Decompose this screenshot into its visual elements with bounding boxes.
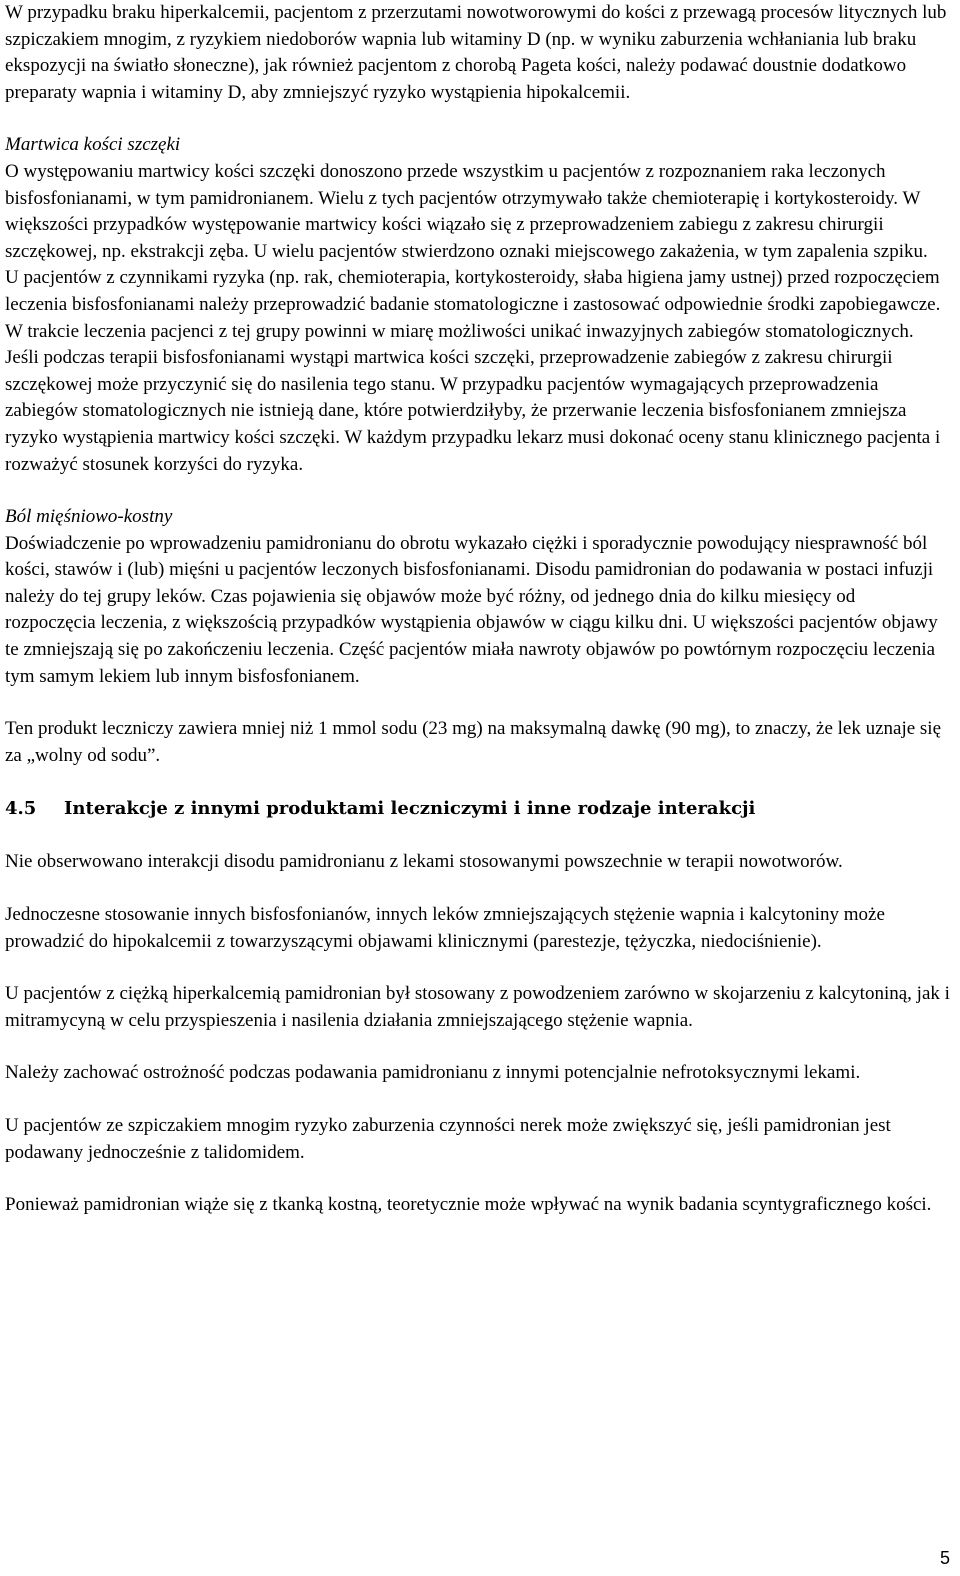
interaction-paragraph-5: U pacjentów ze szpiczakiem mnogim ryzyko zaburzenia czynności nerek może zwiększyć się, jeśli pamidronian jest podawany jednocześnie z talidomidem. xyxy=(5,1115,891,1163)
musculoskeletal-pain-subheading: Ból mięśniowo-kostny xyxy=(5,506,173,528)
interaction-paragraph-4: Należy zachować ostrożność podczas podawania pamidronianu z innymi potencjalnie nefrotoksycznymi lekami. xyxy=(5,1062,861,1084)
osteonecrosis-paragraph-3: W trakcie leczenia pacjenci z tej grupy powinni w miarę możliwości unikać inwazyjnych zabiegów stomatologicznych. Jeśli podczas terapii bisfosfonianami wystąpi martwica kości szczęki, przeprowadzenie zabiegów z zakresu chirurgii szczękowej może przyczynić się do nasilenia tego stanu. W przypadku pacjentów wymagających przeprowadzenia zabiegów stomatologicznych nie istnieją dane, które potwierdziłyby, że przerwanie leczenia bisfosfonianem zmniejsza ryzyko wystąpienia martwicy kości szczęki. W każdym przypadku lekarz musi dokonać oceny stanu klinicznego pacjenta i rozważyć stosunek korzyści do ryzyka. xyxy=(5,320,941,475)
spacer xyxy=(5,690,950,716)
spacer xyxy=(5,478,950,504)
spacer xyxy=(5,876,950,902)
osteonecrosis-paragraph-1: O występowaniu martwicy kości szczęki donoszono przede wszystkim u pacjentów z rozpoznaniem raka leczonych bisfosfonianami, w tym pamidronianem. Wielu z tych pacjentów otrzymywało także chemioterapię i kortykosteroidy. W większości przypadków występowanie martwicy kości wiązało się z przeprowadzeniem zabiegu z zakresu chirurgii szczękowej, np. ekstrakcji zęba. U wielu pacjentów stwierdzono oznaki miejscowego zakażenia, w tym zapalenia szpiku. xyxy=(5,160,928,262)
interaction-paragraph-3: U pacjentów z ciężką hiperkalcemią pamidronian był stosowany z powodzeniem zarówno w skojarzeniu z kalcytoniną, jak i mitramycyną w celu przyspieszenia i nasilenia działania zmniejszającego stężenie wapnia. xyxy=(5,983,950,1031)
osteonecrosis-subheading: Martwica kości szczęki xyxy=(5,134,181,156)
spacer xyxy=(5,955,950,981)
interaction-paragraph-6: Ponieważ pamidronian wiąże się z tkanką kostną, teoretycznie może wpływać na wynik badania scyntygraficznego kości. xyxy=(5,1194,932,1216)
section-heading xyxy=(5,795,950,823)
osteonecrosis-paragraph-2: U pacjentów z czynnikami ryzyka (np. rak, chemioterapia, kortykosteroidy, słaba higiena jamy ustnej) przed rozpoczęciem leczenia bisfosfonianami należy przeprowadzić badanie stomatologiczne i zastosować odpowiednie środki zapobiegawcze. xyxy=(5,267,941,315)
spacer xyxy=(5,1166,950,1192)
page-number: 5 xyxy=(939,1548,950,1569)
spacer xyxy=(5,825,950,849)
sodium-note: Ten produkt leczniczy zawiera mniej niż 1 mmol sodu (23 mg) na maksymalną dawkę (90 mg), to znaczy, że lek uznaje się za „wolny od sodu”. xyxy=(5,718,942,766)
spacer xyxy=(5,1034,950,1060)
interaction-paragraph-1: Nie obserwowano interakcji disodu pamidronianu z lekami stosowanymi powszechnie w terapii nowotworów. xyxy=(5,851,843,873)
hypocalcemia-paragraph: W przypadku braku hiperkalcemii, pacjentom z przerzutami nowotworowymi do kości z przewagą procesów litycznych lub szpiczakiem mnogim, z ryzykiem niedoborów wapnia lub witaminy D (np. w wyniku zaburzenia wchłaniania lub braku ekspozycji na światło słoneczne), jak również pacjentom z chorobą Pageta kości, należy podawać doustnie dodatkowo preparaty wapnia i witaminy D, aby zmniejszyć ryzyko wystąpienia hipokalcemii. xyxy=(5,2,947,103)
spacer xyxy=(5,106,950,132)
section-title: Interakcje z innymi produktami leczniczymi i inne rodzaje interakcji xyxy=(64,798,756,820)
document-page xyxy=(5,0,950,1219)
spacer xyxy=(5,769,950,793)
musculoskeletal-pain-paragraph: Doświadczenie po wprowadzeniu pamidronianu do obrotu wykazało ciężki i sporadycznie powodujący niesprawność ból kości, stawów i (lub) mięśni u pacjentów leczonych bisfosfonianami. Disodu pamidronian do podawania w postaci infuzji należy do tej grupy leków. Czas pojawienia się objawów może być różny, od jednego dnia do kilku miesięcy od rozpoczęcia leczenia, z większością przypadków wystąpienia objawów w ciągu kilku dni. U większości pacjentów objawy te zmniejszają się po zakończeniu leczenia. Część pacjentów miała nawroty objawów po powtórnym rozpoczęciu leczenia tym samym lekiem lub innym bisfosfonianem. xyxy=(5,532,938,687)
spacer xyxy=(5,1087,950,1113)
interaction-paragraph-2: Jednoczesne stosowanie innych bisfosfonianów, innych leków zmniejszających stężenie wapnia i kalcytoniny może prowadzić do hipokalcemii z towarzyszącymi objawami klinicznymi (parestezje, tężyczka, niedociśnienie). xyxy=(5,904,885,952)
section-number: 4.5 xyxy=(5,798,37,820)
